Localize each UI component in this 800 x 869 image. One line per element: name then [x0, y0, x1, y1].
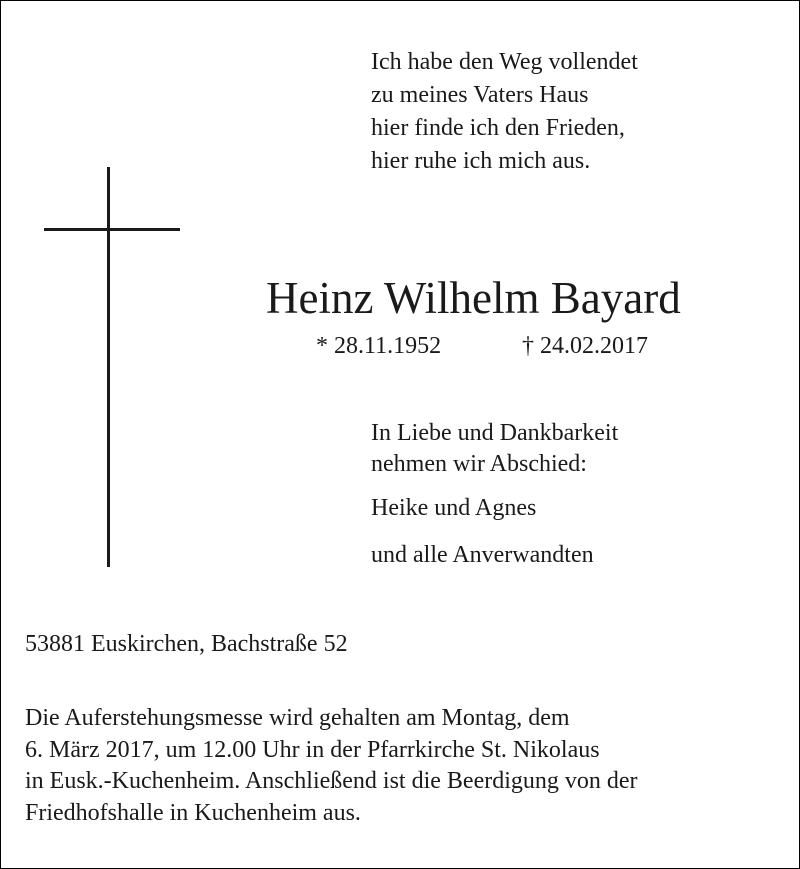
farewell-line: nehmen wir Abschied: — [371, 451, 587, 477]
poem-line: zu meines Vaters Haus — [371, 82, 589, 108]
service-line: in Eusk.-Kuchenheim. Anschließend ist die Beerdigung von der — [25, 768, 638, 794]
farewell-line: In Liebe und Dankbarkeit — [371, 420, 619, 446]
death-date: † 24.02.2017 — [522, 333, 648, 359]
farewell-text — [371, 418, 618, 480]
address: 53881 Euskirchen, Bachstraße 52 — [25, 631, 348, 657]
service-line: Friedhofshalle in Kuchenheim aus. — [25, 799, 361, 826]
mourner-relatives: und alle Anverwandten — [371, 542, 594, 568]
service-line: Die Auferstehungsmesse wird gehalten am Montag, dem — [25, 705, 570, 731]
cross-vertical-bar — [107, 167, 110, 567]
poem — [371, 46, 638, 178]
cross-horizontal-bar — [44, 228, 180, 231]
deceased-name: Heinz Wilhelm Bayard — [266, 273, 681, 323]
mourner-names: Heike und Agnes — [371, 495, 537, 521]
poem-line: hier finde ich den Frieden, — [371, 115, 625, 141]
service-line: 6. März 2017, um 12.00 Uhr in der Pfarrkirche St. Nikolaus — [25, 736, 600, 763]
poem-line: Ich habe den Weg vollendet — [371, 49, 638, 75]
service-notice — [25, 703, 638, 829]
poem-line: hier ruhe ich mich aus. — [371, 148, 591, 174]
birth-date: * 28.11.1952 — [316, 333, 442, 359]
cross-icon — [44, 167, 180, 567]
